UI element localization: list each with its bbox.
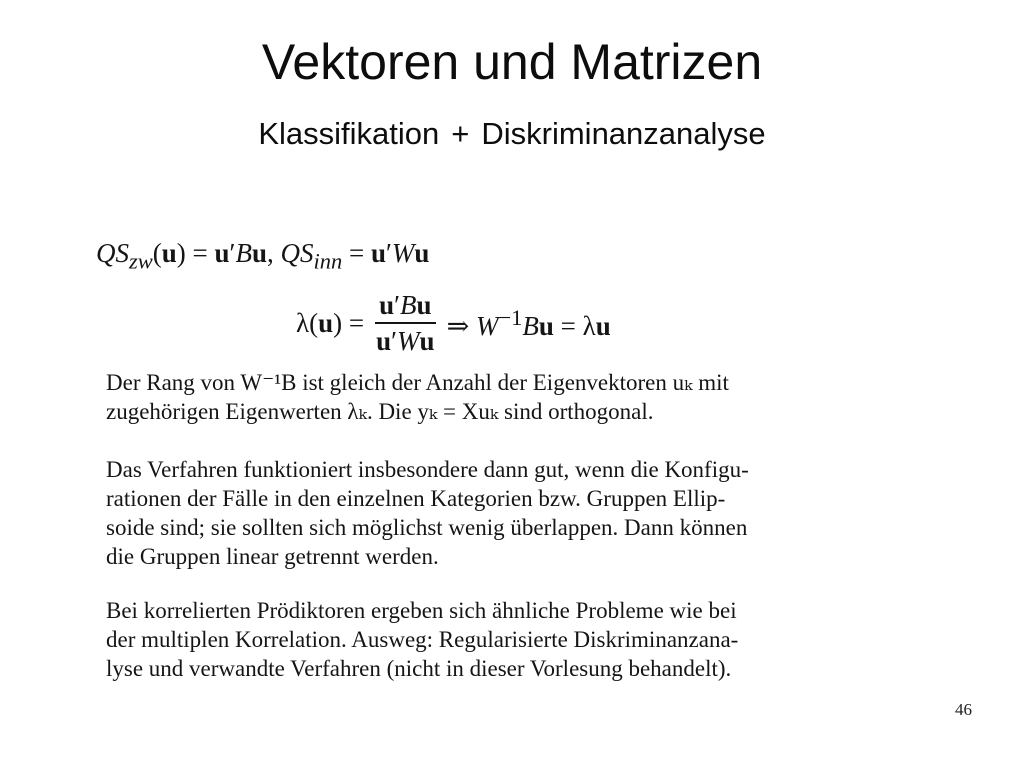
paragraph-rang (106, 368, 866, 426)
paragraph-line: lyse und verwandte Verfahren (nicht in dieser Vorlesung behandelt). (106, 656, 732, 681)
subtitle-diskriminanzanalyse: Diskriminanzanalyse (481, 116, 766, 151)
paragraph-line: Bei korrelierten Prödiktoren ergeben sich ähnliche Probleme wie bei (106, 598, 737, 623)
paragraph-line: Das Verfahren funktioniert insbesondere dann gut, wenn die Konfigu- (106, 457, 749, 482)
paragraph-line: die Gruppen linear getrennt werden. (106, 544, 439, 569)
paragraph-praediktoren (106, 596, 866, 683)
slide-subtitle (0, 114, 1024, 154)
paragraph-line: rationen der Fälle in den einzelnen Kategorien bzw. Gruppen Ellip- (106, 486, 726, 511)
subtitle-plus: + (451, 116, 470, 151)
equation-eigenwertproblem: λ(u) = $\frac{u'Bu}{u'Wu}$ ⇒ $W^{-1}Bu = \lambda u$ (296, 290, 611, 356)
paragraph-line: Der Rang von W⁻¹B ist gleich der Anzahl der Eigenvektoren uₖ mit (106, 370, 729, 395)
paragraph-line: der multiplen Korrelation. Ausweg: Regularisierte Diskriminanzana- (106, 627, 739, 652)
equation-quadratsummen: $QS_{zw}(u) = u'Bu$, $QS_{inn} = u'Wu$ (96, 238, 430, 274)
paragraph-line: soide sind; sie sollten sich möglichst wenig überlappen. Dann können (106, 515, 748, 540)
paragraph-line: zugehörigen Eigenwerten λₖ. Die yₖ = Xuₖ sind orthogonal. (106, 399, 654, 424)
slide-title: Vektoren und Matrizen (261, 34, 763, 90)
fraction: $\frac{u'Bu}{u'Wu}$ (376, 290, 435, 356)
paragraph-verfahren (106, 455, 866, 571)
page-number: 46 (955, 700, 972, 719)
subtitle-klassifikation: Klassifikation (258, 116, 440, 151)
